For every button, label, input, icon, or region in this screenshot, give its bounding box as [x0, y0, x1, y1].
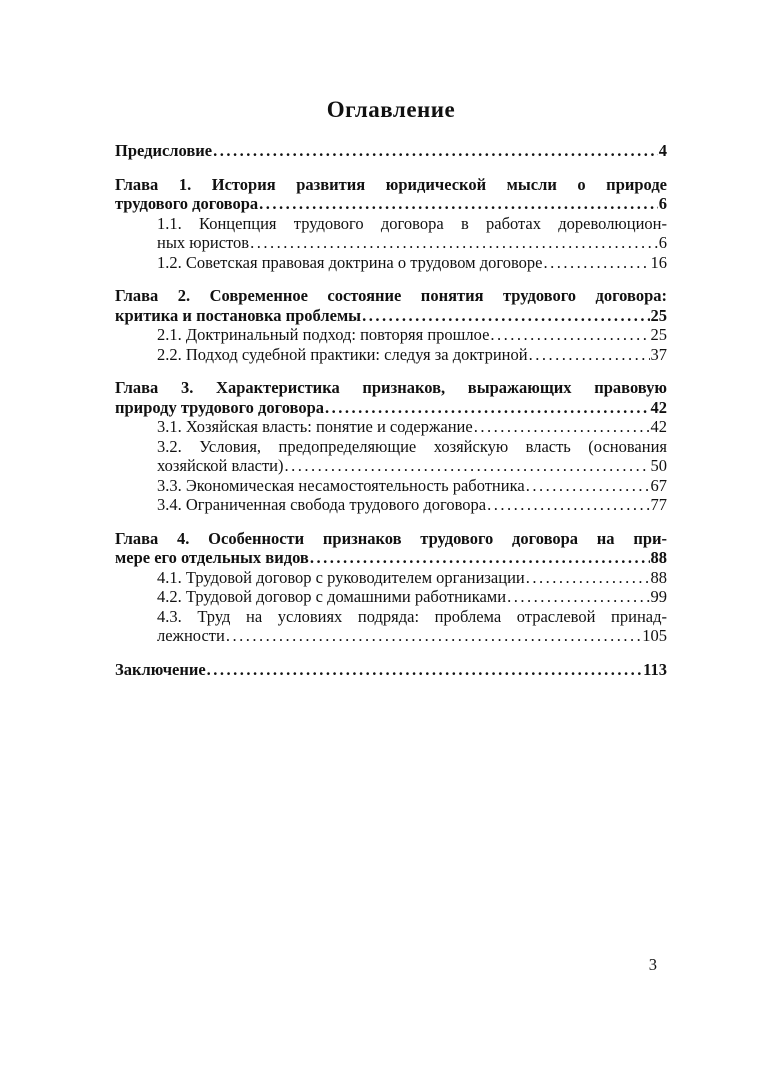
toc-entry-lastline: [115, 660, 667, 680]
toc-entry: [115, 476, 667, 496]
toc-entry: [115, 141, 667, 161]
toc-page-number: 6: [658, 233, 667, 252]
table-of-contents: [115, 141, 667, 679]
dot-leader: [543, 253, 649, 273]
toc-entry-text: 2.2. Подход судебной практики: следуя за доктриной: [157, 344, 528, 364]
folio-page-number: 3: [648, 955, 657, 974]
toc-entry: [115, 607, 667, 646]
toc-entry-lastline: [115, 306, 667, 326]
toc-entry: [115, 437, 667, 476]
toc-entry: [115, 495, 667, 515]
toc-page-number: 6: [658, 194, 667, 213]
toc-entry: [115, 286, 667, 325]
dot-leader: [526, 476, 650, 496]
toc-entry-lastline: [157, 233, 667, 253]
dot-leader: [285, 456, 650, 476]
toc-entry-line: Глава 2. Современное состояние понятия трудового договора:: [115, 286, 667, 305]
toc-entry-text: 1.2. Советская правовая доктрина о трудовом договоре: [157, 252, 543, 272]
toc-page-number: 50: [650, 456, 667, 475]
dot-leader: [507, 587, 649, 607]
toc-page-number: 99: [650, 587, 667, 606]
toc-page-number: 42: [650, 397, 667, 417]
toc-entry-lastline: [157, 325, 667, 345]
toc-entry-text: 3.1. Хозяйская власть: понятие и содержание: [157, 417, 473, 436]
toc-entry-text: мере его отдельных видов: [115, 548, 309, 567]
toc-entry-lastline: [157, 345, 667, 365]
dot-leader: [226, 626, 641, 646]
dot-leader: [490, 325, 649, 345]
toc-entry-text: ных юристов: [157, 233, 250, 252]
toc-page-number: 25: [650, 305, 667, 325]
toc-entry-text: Заключение: [115, 659, 206, 679]
toc-page-number: 37: [650, 344, 667, 364]
dot-leader: [526, 568, 650, 588]
toc-page-number: 25: [650, 325, 667, 344]
toc-entry-text: 4.2. Трудовой договор с домашними работниками: [157, 587, 507, 606]
toc-entry-text: 2.1. Доктринальный подход: повторяя прошлое: [157, 325, 490, 344]
toc-page-number: 105: [642, 626, 667, 645]
toc-entry-lastline: [157, 476, 667, 496]
toc-entry-lastline: [157, 626, 667, 646]
toc-entry: [115, 325, 667, 345]
toc-page-number: 16: [650, 252, 667, 272]
toc-entry-lastline: [157, 587, 667, 607]
dot-leader: [529, 345, 650, 365]
toc-page-number: 88: [650, 548, 667, 567]
toc-entry: [115, 417, 667, 437]
dot-leader: [259, 194, 658, 214]
toc-page-number: 67: [650, 475, 667, 495]
toc-entry-lastline: [157, 568, 667, 588]
toc-entry: [115, 253, 667, 273]
toc-entry-text: критика и постановка проблемы: [115, 305, 362, 325]
toc-entry-text: 3.4. Ограниченная свобода трудового договора: [157, 495, 487, 514]
dot-leader: [325, 398, 649, 418]
dot-leader: [487, 495, 649, 515]
toc-entry-lastline: [115, 548, 667, 568]
toc-entry-lastline: [157, 253, 667, 273]
dot-leader: [250, 233, 658, 253]
toc-entry-line: 4.3. Труд на условиях подряда: проблема отраслевой принад-: [157, 606, 667, 626]
toc-entry-lastline: [157, 495, 667, 515]
toc-entry-line: Глава 1. История развития юридической мысли о природе: [115, 174, 667, 194]
toc-entry-line: Глава 3. Характеристика признаков, выражающих правовую: [115, 378, 667, 397]
dot-leader: [362, 306, 649, 326]
toc-entry-line: Глава 4. Особенности признаков трудового договора на при-: [115, 528, 667, 548]
toc-entry-lastline: [115, 194, 667, 214]
toc-page-number: 88: [650, 567, 667, 587]
toc-entry-text: Предисловие: [115, 141, 213, 160]
toc-entry: [115, 175, 667, 214]
toc-entry-lastline: [115, 398, 667, 418]
toc-entry-text: лежности: [157, 626, 225, 645]
page-title: Оглавление: [326, 97, 456, 122]
toc-entry: [115, 214, 667, 253]
toc-page-number: 77: [650, 495, 667, 514]
dot-leader: [213, 141, 658, 161]
toc-entry: [115, 660, 667, 680]
toc-entry-text: природу трудового договора: [115, 397, 325, 417]
dot-leader: [310, 548, 650, 568]
toc-entry: [115, 529, 667, 568]
dot-leader: [207, 660, 642, 680]
toc-entry-lastline: [115, 141, 667, 161]
toc-entry: [115, 587, 667, 607]
toc-entry-text: хозяйской власти): [157, 456, 284, 475]
toc-page-number: 4: [658, 141, 667, 160]
toc-entry: [115, 378, 667, 417]
toc-page-number: 42: [650, 417, 667, 436]
toc-entry-text: 3.3. Экономическая несамостоятельность работника: [157, 475, 525, 495]
toc-entry-lastline: [157, 456, 667, 476]
toc-entry: [115, 345, 667, 365]
toc-entry-text: трудового договора: [115, 194, 259, 213]
toc-entry-lastline: [157, 417, 667, 437]
toc-entry: [115, 568, 667, 588]
dot-leader: [474, 417, 650, 437]
toc-page-number: 113: [643, 659, 667, 679]
toc-entry-line: 3.2. Условия, предопределяющие хозяйскую власть (основания: [157, 436, 667, 456]
toc-entry-text: 4.1. Трудовой договор с руководителем организации: [157, 567, 525, 587]
toc-entry-line: 1.1. Концепция трудового договора в работах дореволюцион-: [157, 213, 667, 233]
